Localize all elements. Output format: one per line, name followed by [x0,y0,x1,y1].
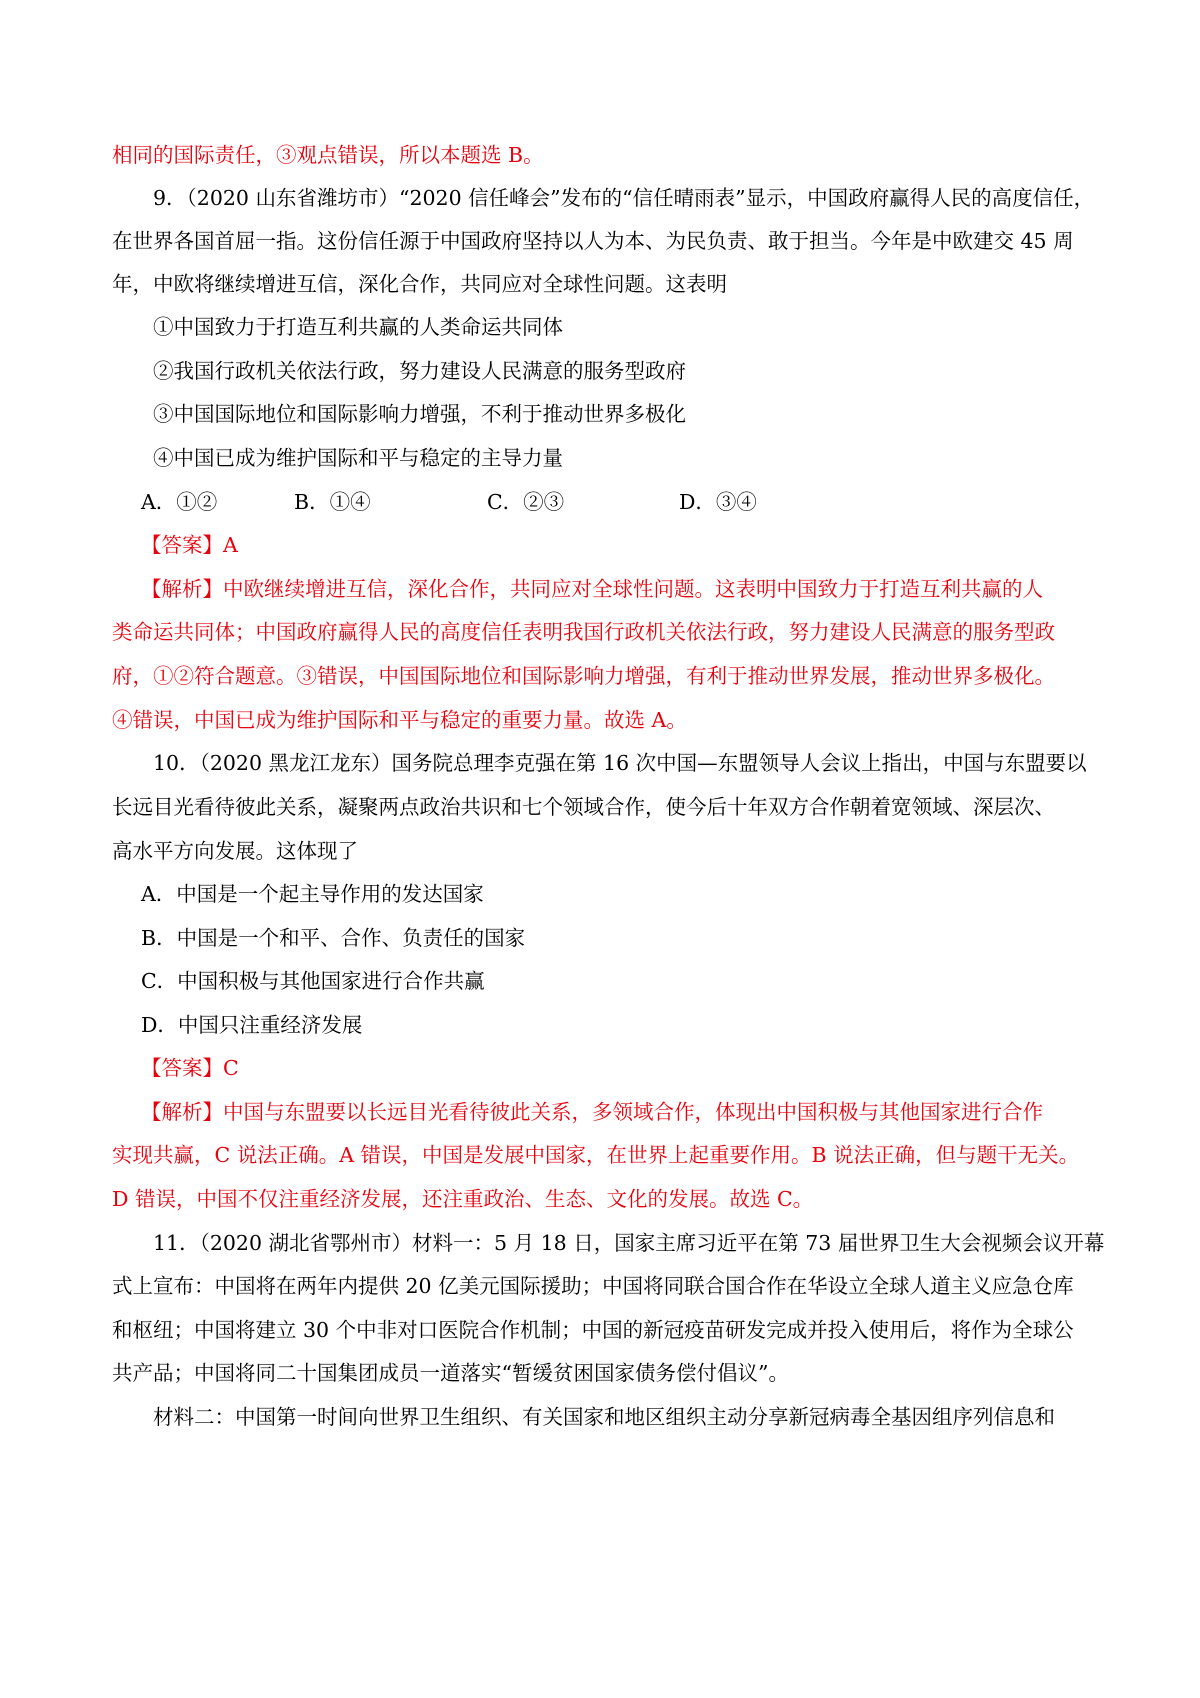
question-9-option-d: D．③④ [679,490,757,514]
question-9-statement: ④中国已成为维护国际和平与稳定的主导力量 [153,446,563,470]
question-10-stem-line: 长远目光看待彼此关系，凝聚两点政治共识和七个领域合作，使今后十年双方合作朝着宽领域、深层次、 [112,795,1055,819]
question-9-option-b: B．①④ [294,490,371,514]
question-9-stem-line: 年，中欧将继续增进互信，深化合作，共同应对全球性问题。这表明 [112,272,727,296]
question-10-option-d: D．中国只注重经济发展 [141,1013,363,1037]
question-10-option-c: C．中国积极与其他国家进行合作共赢 [141,969,485,993]
question-9-option-a: A．①② [141,490,218,514]
question-9-stem-line: 在世界各国首屈一指。这份信任源于中国政府坚持以人为本、为民负责、敢于担当。今年是中欧建交 45 周 [112,229,1074,253]
question-9-analysis-line: 类命运共同体；中国政府赢得人民的高度信任表明我国行政机关依法行政，努力建设人民满意的服务型政 [112,620,1055,644]
previous-analysis-continuation: 相同的国际责任，③观点错误，所以本题选 B。 [112,143,544,167]
question-10-answer: 【答案】C [141,1056,239,1080]
question-9-analysis-line: ④错误，中国已成为维护国际和平与稳定的重要力量。故选 A。 [112,708,687,732]
question-11-stem-line: 11．（2020 湖北省鄂州市）材料一：5 月 18 日，国家主席习近平在第 73 届世界卫生大会视频会议开幕 [153,1231,1105,1255]
question-9-analysis-line: 【解析】中欧继续增进互信，深化合作，共同应对全球性问题。这表明中国致力于打造互利共赢的人 [141,577,1043,601]
question-9-statement: ①中国致力于打造互利共赢的人类命运共同体 [153,315,563,339]
question-9-statement: ③中国国际地位和国际影响力增强，不利于推动世界多极化 [153,402,686,426]
question-10-stem-line: 高水平方向发展。这体现了 [112,839,358,863]
question-11-stem-line: 共产品；中国将同二十国集团成员一道落实“暂缓贫困国家债务偿付倡议”。 [112,1361,789,1385]
question-10-stem-line: 10．（2020 黑龙江龙东）国务院总理李克强在第 16 次中国—东盟领导人会议上指出，中国与东盟要以 [153,751,1087,775]
question-10-analysis-line: 实现共赢，C 说法正确。A 错误，中国是发展中国家，在世界上起重要作用。B 说法正确，但与题干无关。 [112,1143,1080,1167]
question-9-answer: 【答案】A [141,533,238,557]
question-9-stem-line: 9．（2020 山东省潍坊市）“2020 信任峰会”发布的“信任晴雨表”显示，中国政府赢得人民的高度信任， [153,186,1095,210]
question-9-analysis-line: 府，①②符合题意。③错误，中国国际地位和国际影响力增强，有利于推动世界发展，推动世界多极化。 [112,664,1055,688]
question-11-material-2: 材料二：中国第一时间向世界卫生组织、有关国家和地区组织主动分享新冠病毒全基因组序列信息和 [153,1405,1055,1429]
question-10-analysis-line: D 错误，中国不仅注重经济发展，还注重政治、生态、文化的发展。故选 C。 [112,1187,814,1211]
question-10-option-b: B．中国是一个和平、合作、负责任的国家 [141,926,526,950]
question-11-stem-line: 式上宣布：中国将在两年内提供 20 亿美元国际援助；中国将同联合国合作在华设立全球人道主义应急仓库 [112,1274,1074,1298]
question-10-option-a: A．中国是一个起主导作用的发达国家 [141,882,484,906]
question-11-stem-line: 和枢纽；中国将建立 30 个中非对口医院合作机制；中国的新冠疫苗研发完成并投入使用后，将作为全球公 [112,1318,1074,1342]
question-9-statement: ②我国行政机关依法行政，努力建设人民满意的服务型政府 [153,359,686,383]
question-10-analysis-line: 【解析】中国与东盟要以长远目光看待彼此关系，多领域合作，体现出中国积极与其他国家进行合作 [141,1100,1043,1124]
question-9-option-c: C．②③ [487,490,565,514]
